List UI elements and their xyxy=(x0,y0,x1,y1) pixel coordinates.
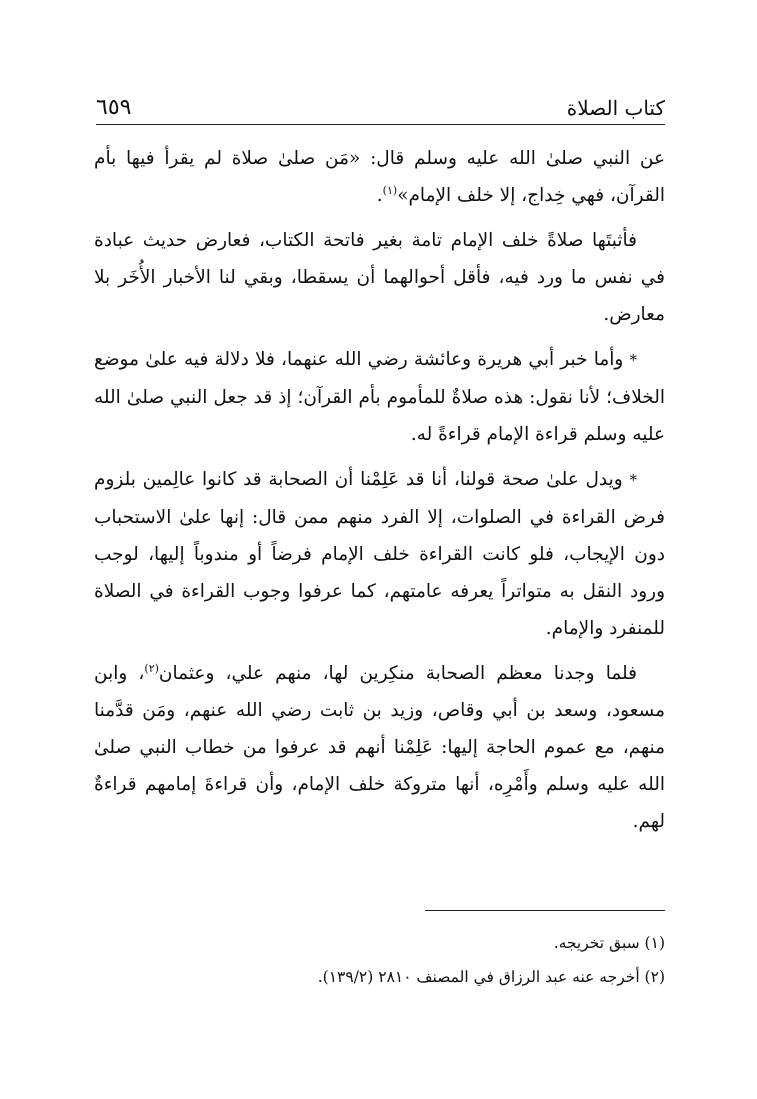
star-marker: * xyxy=(629,351,637,369)
chapter-title: كتاب الصلاة xyxy=(566,96,665,120)
paragraph-4 xyxy=(94,461,665,647)
paragraph-2 xyxy=(94,222,665,333)
main-text xyxy=(94,140,665,848)
paragraph-4-text: ويدل علىٰ صحة قولنا، أنا قد عَلِمْنا أن الصحابة قد كانوا عالِمين بلزوم فرض القراءة في الصلوات، إلا الفرد منهم ممن قال: إنها علىٰ الاستحباب دون الإيجاب، فلو كانت القراءة خلف الإمام فرضاً أو مندوباً إليها، لوجب ورود النقل به متواتراً يعرفه عامتهم، كما عرفوا وجوب القراءة في الصلاة للمنفرد والإمام. xyxy=(94,469,665,639)
star-marker: * xyxy=(629,471,637,489)
page-header xyxy=(96,84,665,125)
footnote-marker-2: (٢) xyxy=(144,662,159,675)
paragraph-1 xyxy=(94,140,665,214)
footnote-marker-1: (١) xyxy=(382,184,398,197)
paragraph-1-text: عن النبي صلىٰ الله عليه وسلم قال: «مَن صلىٰ صلاة لم يقرأ فيها بأم القرآن، فهي خِداج، إلا خلف الإمام» xyxy=(94,148,665,206)
paragraph-5 xyxy=(94,655,665,840)
paragraph-1-end: . xyxy=(376,185,383,206)
paragraph-5-rest: ، وابن مسعود، وسعد بن أبي وقاص، وزيد بن ثابت رضي الله عنهم، ومَن قدَّمنا منهم، مع عموم الحاجة إليها: عَلِمْنا أنهم قد عرفوا من خطاب النبي صلىٰ الله عليه وسلم وأَمْرِه، أنها متروكة خلف الإمام، وأن قراءةَ إمامهم قراءةٌ لهم. xyxy=(94,663,665,832)
paragraph-3-text: وأما خبر أبي هريرة وعائشة رضي الله عنهما، فلا دلالة فيه علىٰ موضع الخلاف؛ لأنا نقول: هذه صلاةٌ للمأموم بأم القرآن؛ إذ قد جعل النبي صلىٰ الله عليه وسلم قراءة الإمام قراءةً له. xyxy=(94,349,665,445)
footnotes xyxy=(94,926,665,994)
page-number: ٦٥٩ xyxy=(96,95,132,120)
paragraph-3 xyxy=(94,341,665,453)
footnote-divider xyxy=(425,910,665,911)
paragraph-2-text: فأثبتَها صلاةً خلف الإمام تامة بغير فاتحة الكتاب، فعارض حديث عبادة في نفس ما ورد فيه، فأقل أحوالهما أن يسقطا، وبقي لنا الأخبار الأُخَر بلا معارض. xyxy=(94,230,665,325)
footnote-2: (٢) أخرجه عنه عبد الرزاق في المصنف ٢٨١٠ (١٣٩/٢). xyxy=(317,968,665,986)
paragraph-5-text: فلما وجدنا معظم الصحابة منكِرين لها، منهم علي، وعثمان xyxy=(158,663,637,684)
footnote-1: (١) سبق تخريجه. xyxy=(553,934,665,952)
